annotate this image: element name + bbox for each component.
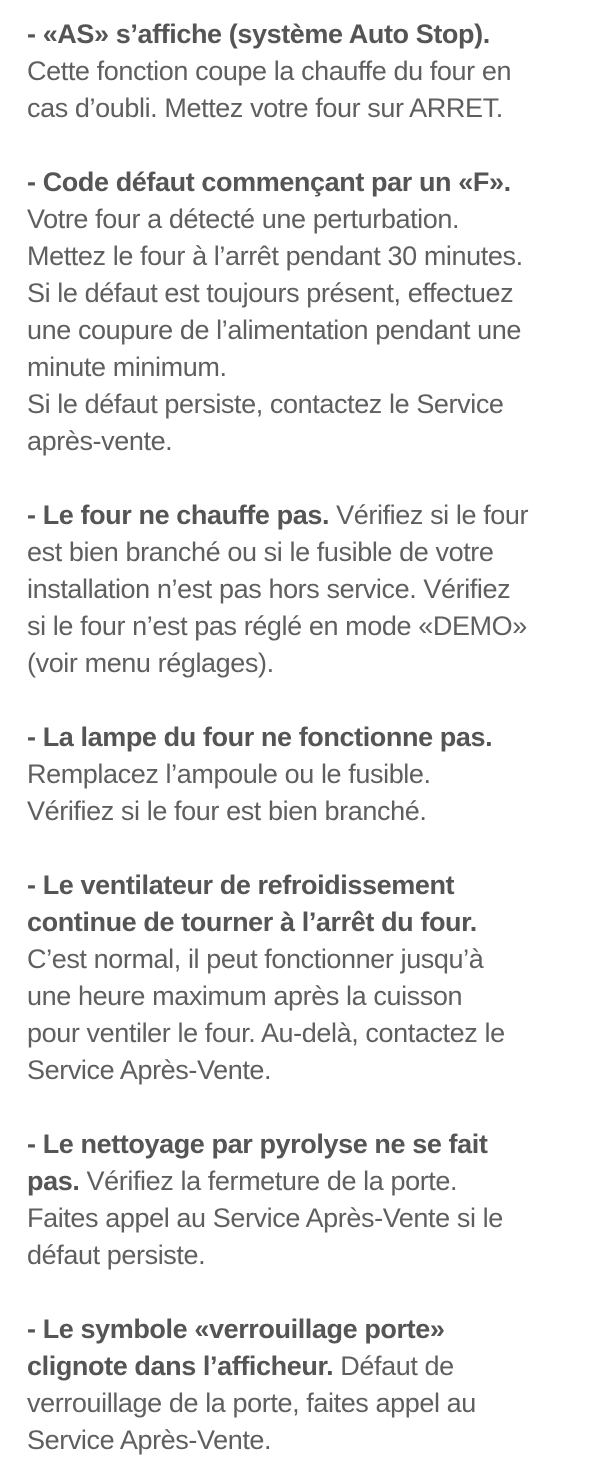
section-line: installation n’est pas hors service. Vérifiez bbox=[27, 574, 511, 604]
section-line: cas d’oubli. Mettez votre four sur ARRET. bbox=[27, 93, 503, 123]
section-line: Défaut de bbox=[333, 1351, 454, 1381]
section-line: C’est normal, il peut fonctionner jusqu’à bbox=[27, 944, 484, 974]
section-door-lock bbox=[27, 1311, 573, 1459]
troubleshooting-text bbox=[27, 0, 573, 1459]
section-heading: - Code défaut commençant par un «F». bbox=[27, 167, 511, 197]
section-fault-code bbox=[27, 164, 573, 460]
section-line: Vérifiez si le four est bien branché. bbox=[27, 796, 427, 826]
section-line: une coupure de l’alimentation pendant une bbox=[27, 315, 521, 345]
section-no-heat bbox=[27, 497, 573, 682]
section-line: Vérifiez la fermeture de la porte. bbox=[79, 1166, 458, 1196]
section-line: Remplacez l’ampoule ou le fusible. bbox=[27, 759, 431, 789]
section-line: Faites appel au Service Après-Vente si le bbox=[27, 1203, 503, 1233]
section-pyrolysis bbox=[27, 1126, 573, 1274]
section-heading: pas. bbox=[27, 1166, 80, 1196]
section-line: est bien branché ou si le fusible de votre bbox=[27, 537, 494, 567]
spacer bbox=[27, 830, 573, 867]
section-heading: - Le four ne chauffe pas. bbox=[27, 500, 330, 530]
spacer bbox=[27, 1274, 573, 1311]
section-line: Cette fonction coupe la chauffe du four en bbox=[27, 56, 512, 86]
section-line: pour ventiler le four. Au-delà, contactez le bbox=[27, 1018, 505, 1048]
section-line: si le four n’est pas réglé en mode «DEMO» bbox=[27, 611, 527, 641]
section-lamp bbox=[27, 719, 573, 830]
section-line: Vérifiez si le four bbox=[329, 500, 529, 530]
section-line: Votre four a détecté une perturbation. bbox=[27, 204, 460, 234]
section-line: verrouillage de la porte, faites appel au bbox=[27, 1388, 476, 1418]
section-auto-stop bbox=[27, 16, 573, 127]
spacer bbox=[27, 460, 573, 497]
spacer bbox=[27, 1089, 573, 1126]
section-line: Mettez le four à l’arrêt pendant 30 minutes. bbox=[27, 241, 523, 271]
section-heading: - La lampe du four ne fonctionne pas. bbox=[27, 722, 493, 752]
section-heading: - «AS» s’affiche (système Auto Stop). bbox=[27, 19, 490, 49]
section-line: défaut persiste. bbox=[27, 1240, 206, 1270]
section-line: Si le défaut persiste, contactez le Service bbox=[27, 389, 504, 419]
section-line: Service Après-Vente. bbox=[27, 1055, 272, 1085]
section-heading: continue de tourner à l’arrêt du four. bbox=[27, 907, 477, 937]
section-line: minute minimum. bbox=[27, 352, 227, 382]
section-heading: - Le nettoyage par pyrolyse ne se fait bbox=[27, 1129, 488, 1159]
section-cooling-fan bbox=[27, 867, 573, 1089]
section-line: Si le défaut est toujours présent, effectuez bbox=[27, 278, 514, 308]
section-line: après-vente. bbox=[27, 426, 173, 456]
section-line: Service Après-Vente. bbox=[27, 1425, 272, 1455]
section-line: une heure maximum après la cuisson bbox=[27, 981, 463, 1011]
spacer bbox=[27, 682, 573, 719]
section-heading: - Le symbole «verrouillage porte» bbox=[27, 1314, 445, 1344]
section-heading: clignote dans l’afficheur. bbox=[27, 1351, 334, 1381]
section-line: (voir menu réglages). bbox=[27, 648, 274, 678]
section-heading: - Le ventilateur de refroidissement bbox=[27, 870, 455, 900]
spacer bbox=[27, 127, 573, 164]
